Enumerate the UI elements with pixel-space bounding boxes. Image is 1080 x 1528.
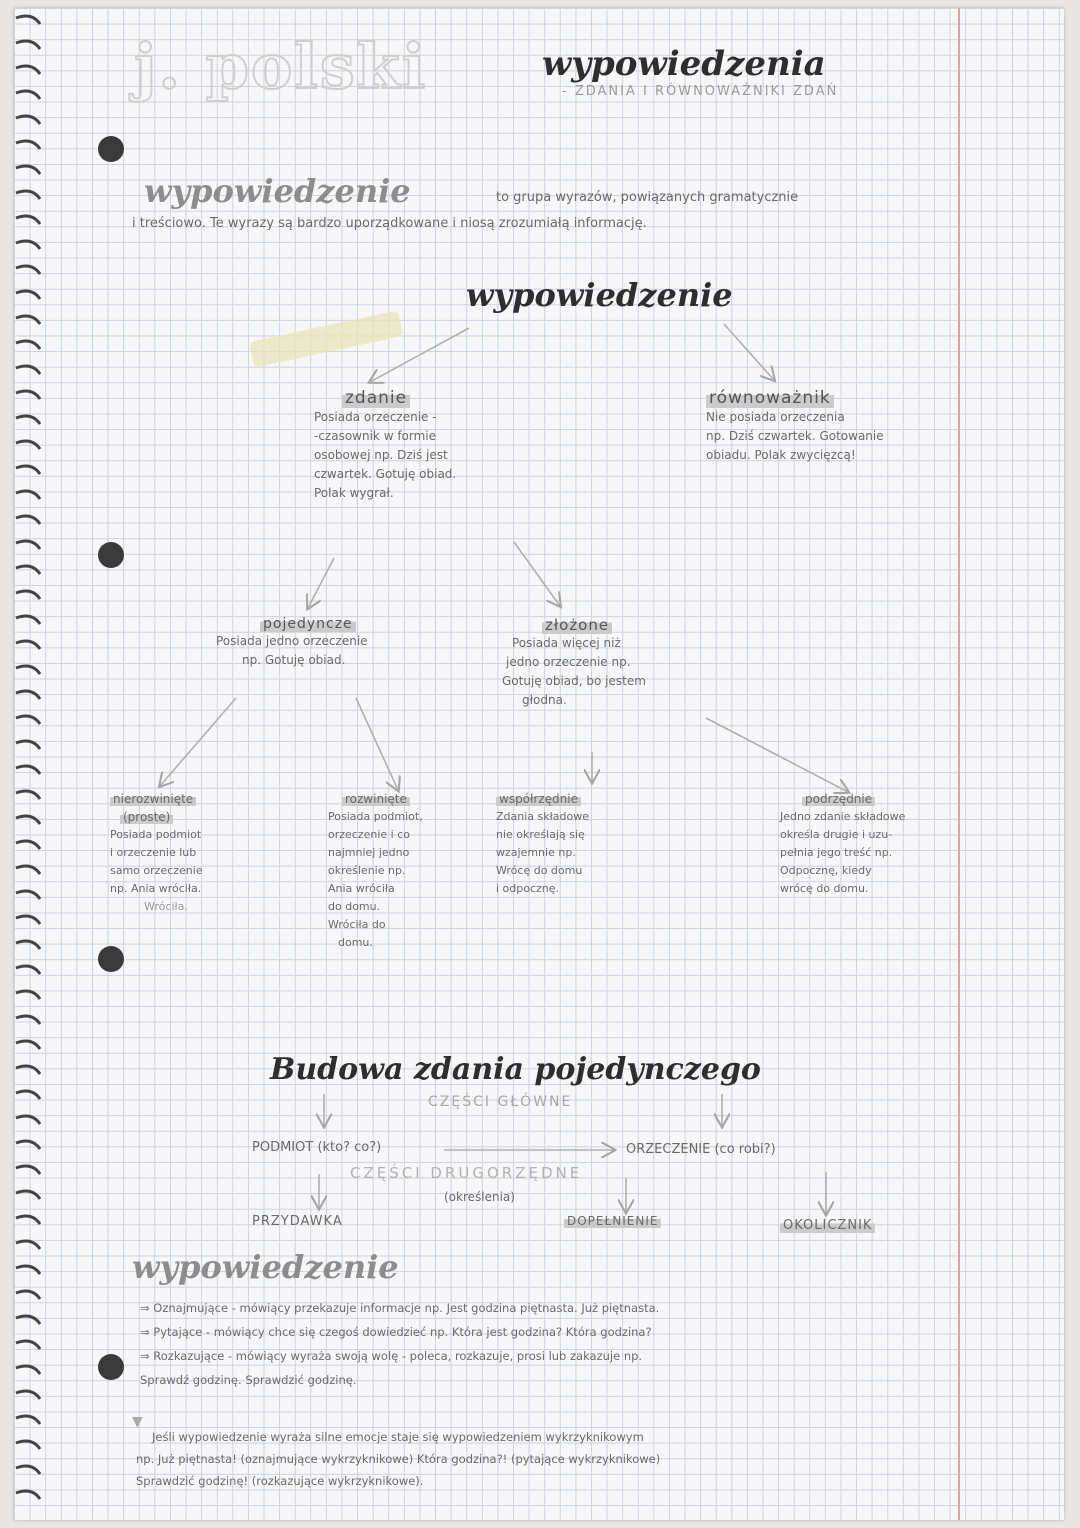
type-item-rozkazujace: ⇒ Rozkazujące - mówiący wyraża swoją wolę - poleca, rozkazuje, prosi lub zakazuje np. [140,1349,643,1363]
subject-heading: j. polski [134,30,428,103]
node-wspolrzednie [496,790,666,898]
node-title: (proste) [120,810,173,824]
node-line: jedno orzeczenie np. [506,655,631,669]
node-line: Ania wróciła [328,882,395,895]
okreslenia-label: (określenia) [444,1190,515,1204]
node-pojedyncze [216,616,426,670]
node-line: Zdania składowe [496,810,589,823]
type-item-cont: Sprawdź godzinę. Sprawdzić godzinę. [140,1373,357,1387]
node-title: złożone [542,616,612,634]
node-zlozone [502,616,712,710]
definition-line-2: i treściowo. Te wyrazy są bardzo uporządkowane i niosą zrozumiałą informację. [132,216,647,231]
node-line: domu. [338,936,373,949]
page-title: wypowiedzenia [542,44,826,84]
types-title: wypowiedzenie [132,1248,399,1286]
note-line: Sprawdzić godzinę! (rozkazujące wykrzyknikowe). [136,1474,424,1488]
node-line: Posiada podmiot, [328,810,423,823]
tree-arrows [14,8,1064,1520]
node-line: Wrócę do domu [496,864,583,877]
node-zdanie [314,388,524,503]
notebook-page [14,8,1064,1520]
czesci-drugorzedne: CZĘŚCI DRUGORZĘDNE [350,1164,583,1182]
node-title: nierozwinięte [110,792,196,806]
definition-term: wypowiedzenie [144,172,411,210]
node-line: do domu. [328,900,381,913]
dopelnienie-label [564,1214,661,1228]
node-line: Posiada więcej niż [512,636,621,650]
node-line: czwartek. Gotuję obiad. [314,467,457,481]
node-line: Posiada podmiot [110,828,202,841]
types-list [140,1296,955,1392]
note-line: np. Już piętnasta! (oznajmujące wykrzyknikowe) Która godzina?! (pytające wykrzyknikowe) [136,1452,661,1466]
node-line: określa drugie i uzu- [780,828,893,841]
przydawka-label: PRZYDAWKA [252,1214,343,1229]
dopelnienie-text: DOPEŁNIENIE [564,1214,661,1228]
node-line: wrócę do domu. [780,882,869,895]
node-line: i odpocznę. [496,882,560,895]
node-title: pojedyncze [260,616,356,632]
budowa-title: Budowa zdania pojedynczego [270,1052,761,1087]
node-line: najmniej jedno [328,846,410,859]
okolicznik-text: OKOLICZNIK [780,1218,875,1233]
node-line: Posiada orzeczenie - [314,410,437,424]
node-title: współrzędnie [496,792,581,806]
czesci-glowne: CZĘŚCI GŁÓWNE [428,1094,573,1110]
node-line: Odpocznę, kiedy [780,864,872,877]
orzeczenie-label: ORZECZENIE (co robi?) [626,1142,776,1157]
type-item-oznajmujace: ⇒ Oznajmujące - mówiący przekazuje informacje np. Jest godzina piętnasta. Już piętnasta. [140,1301,660,1315]
node-line: Nie posiada orzeczenia [706,410,845,424]
node-line: osobowej np. Dziś jest [314,448,448,462]
node-nierozwiniete [110,790,270,916]
node-line: Posiada jedno orzeczenie [216,634,368,648]
okolicznik-label [780,1218,875,1233]
node-line: -czasownik w formie [314,429,437,443]
note-line: Jeśli wypowiedzenie wyraża silne emocje staje się wypowiedzeniem wykrzyknikowym [152,1430,644,1444]
node-title: zdanie [342,388,410,408]
type-text: Rozkazujące - mówiący wyraża swoją wolę - poleca, rozkazuje, prosi lub zakazuje np. [153,1349,643,1363]
node-line: określenie np. [328,864,406,877]
definition-line-1: to grupa wyrazów, powiązanych gramatycznie [496,190,799,205]
node-rownowaznik [706,388,956,465]
node-line: orzeczenie i co [328,828,411,841]
type-item-pytajace: ⇒ Pytające - mówiący chce się czegoś dowiedzieć np. Która jest godzina? Która godzina? [140,1325,652,1339]
type-text: Oznajmujące - mówiący przekazuje informacje np. Jest godzina piętnasta. Już piętnasta. [153,1301,660,1315]
node-line: Wróciła. [144,900,188,913]
node-title: podrzędnie [802,792,875,806]
node-line: głodna. [522,693,567,707]
node-line: i orzeczenie lub [110,846,197,859]
node-line: Wróciła do [328,918,386,931]
node-line: Polak wygrał. [314,486,394,500]
podmiot-label: PODMIOT (kto? co?) [252,1140,382,1155]
node-podrzednie [780,790,955,898]
node-title: równoważnik [706,388,834,408]
node-line: obiadu. Polak zwycięzcą! [706,448,856,462]
tree-root: wypowiedzenie [466,276,733,314]
node-line: Gotuję obiad, bo jestem [502,674,646,688]
node-line: samo orzeczenie [110,864,203,877]
node-line: pełnia jego treść np. [780,846,893,859]
node-rozwiniete [328,790,468,952]
warning-icon: ▼ [132,1414,143,1430]
type-text: Pytające - mówiący chce się czegoś dowiedzieć np. Która jest godzina? Która godzina? [153,1325,652,1339]
node-line: Jedno zdanie składowe [780,810,906,823]
node-line: wzajemnie np. [496,846,576,859]
node-line: np. Gotuję obiad. [242,653,346,667]
node-line: np. Ania wróciła. [110,882,202,895]
node-line: np. Dziś czwartek. Gotowanie [706,429,884,443]
node-title: rozwinięte [342,792,410,806]
page-subtitle: - ZDANIA I RÓWNOWAŻNIKI ZDAŃ [562,84,839,99]
node-line: nie określają się [496,828,585,841]
exclamation-note [136,1426,956,1492]
